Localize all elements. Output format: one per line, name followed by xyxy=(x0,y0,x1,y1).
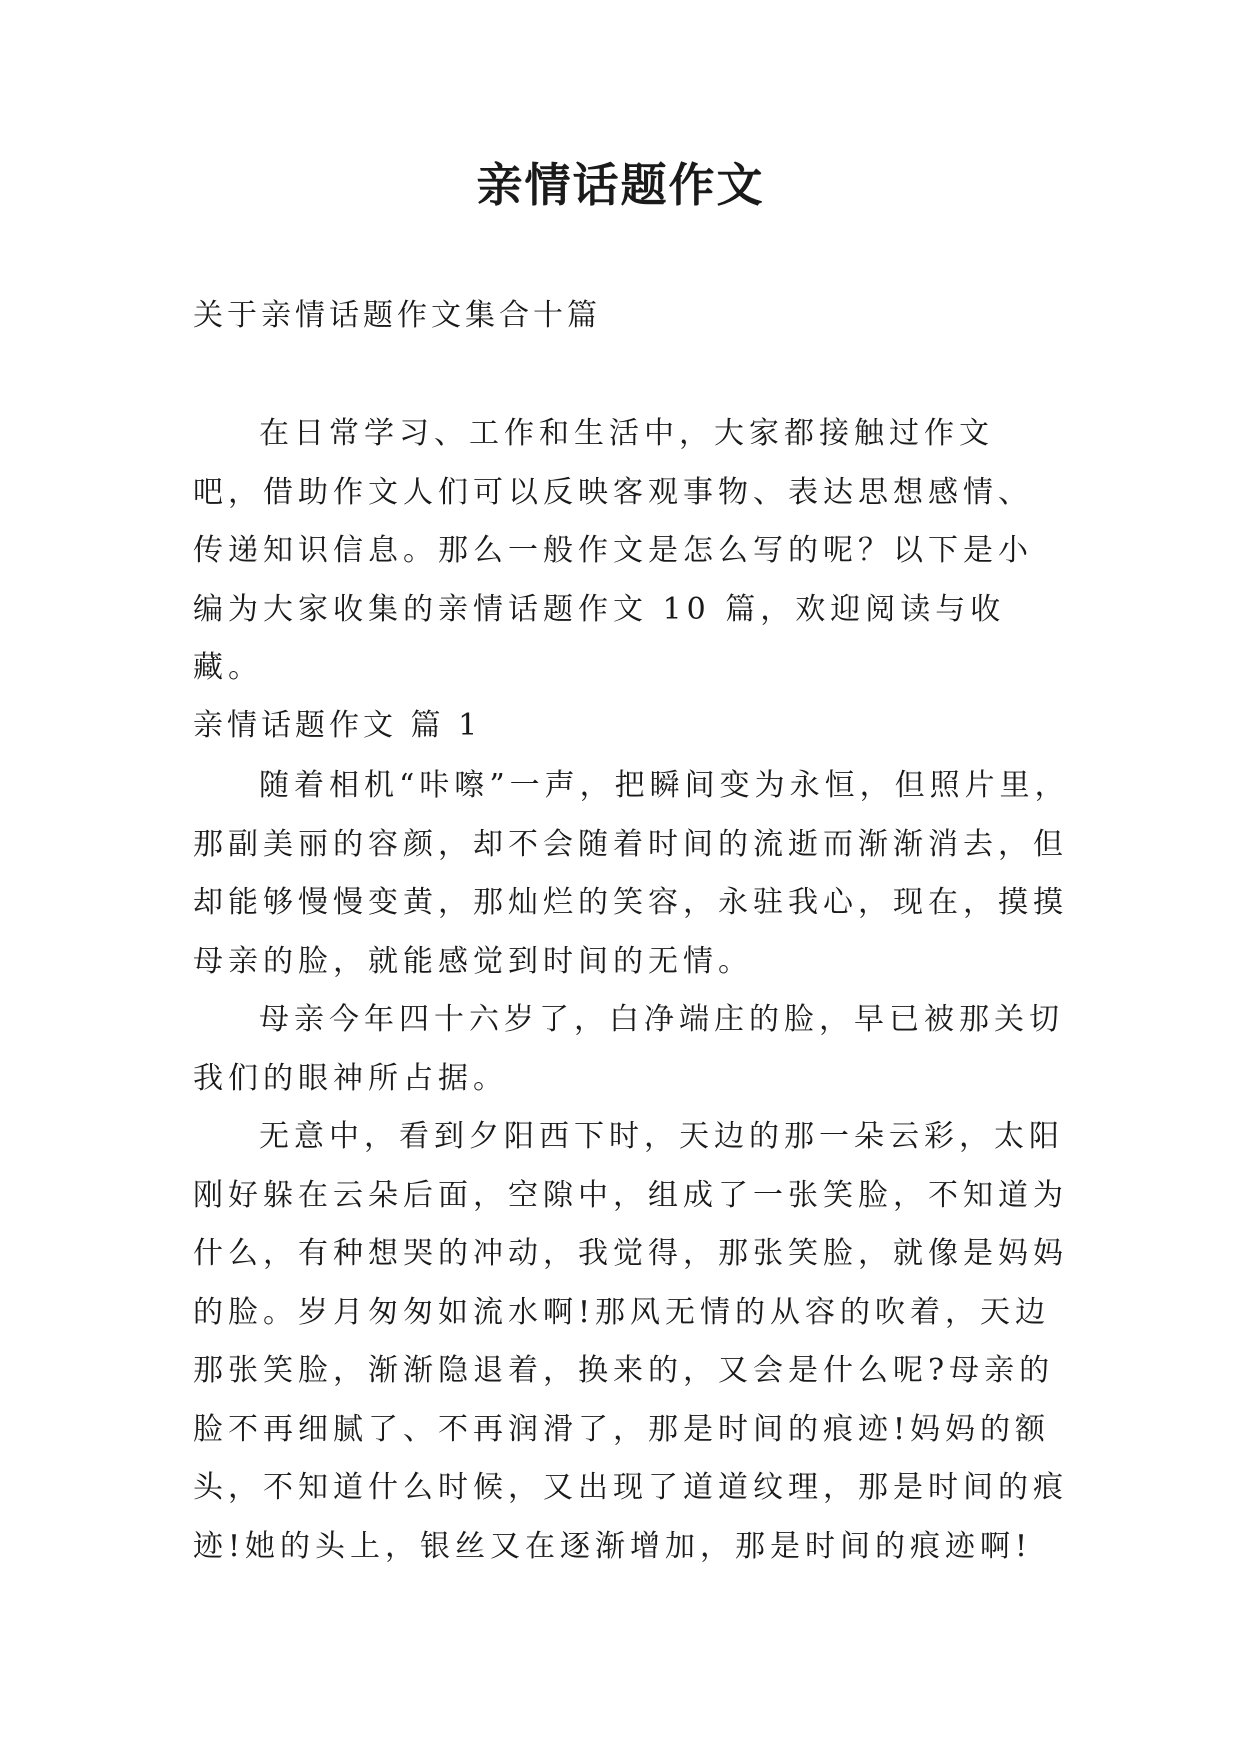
essay-paragraph: 无意中，看到夕阳西下时，天边的那一朵云彩，太阳刚好躲在云朵后面，空隙中，组成了一张笑脸，不知道为什么，有种想哭的冲动，我觉得，那张笑脸，就像是妈妈的脸。岁月匆匆如流水啊!那风无情的从容的吹着，天边那张笑脸，渐渐隐退着，换来的，又会是什么呢?母亲的脸不再细腻了、不再润滑了，那是时间的痕迹!妈妈的额头，不知道什么时候，又出现了道道纹理，那是时间的痕迹!她的头上，银丝又在逐渐增加，那是时间的痕迹啊! xyxy=(193,1119,1068,1564)
intro-paragraph: 在日常学习、工作和生活中，大家都接触过作文吧，借助作文人们可以反映客观事物、表达思想感情、传递知识信息。那么一般作文是怎么写的呢？以下是小编为大家收集的亲情话题作文 10 篇，欢迎阅读与收藏。 xyxy=(193,416,1033,685)
essay-paragraph: 母亲今年四十六岁了，白净端庄的脸，早已被那关切我们的眼神所占据。 xyxy=(193,1002,1064,1096)
section-heading: 亲情话题作文 篇 1 xyxy=(193,708,482,743)
document-subtitle: 关于亲情话题作文集合十篇 xyxy=(193,298,601,333)
page-title: 亲情话题作文 xyxy=(476,158,765,212)
essay-paragraph: 随着相机“咔嚓”一声，把瞬间变为永恒，但照片里，那副美丽的容颜，却不会随着时间的流逝而渐渐消去，但却能够慢慢变黄，那灿烂的笑容，永驻我心，现在，摸摸母亲的脸，就能感觉到时间的无情。 xyxy=(193,768,1070,979)
essay-body xyxy=(193,757,1073,1576)
